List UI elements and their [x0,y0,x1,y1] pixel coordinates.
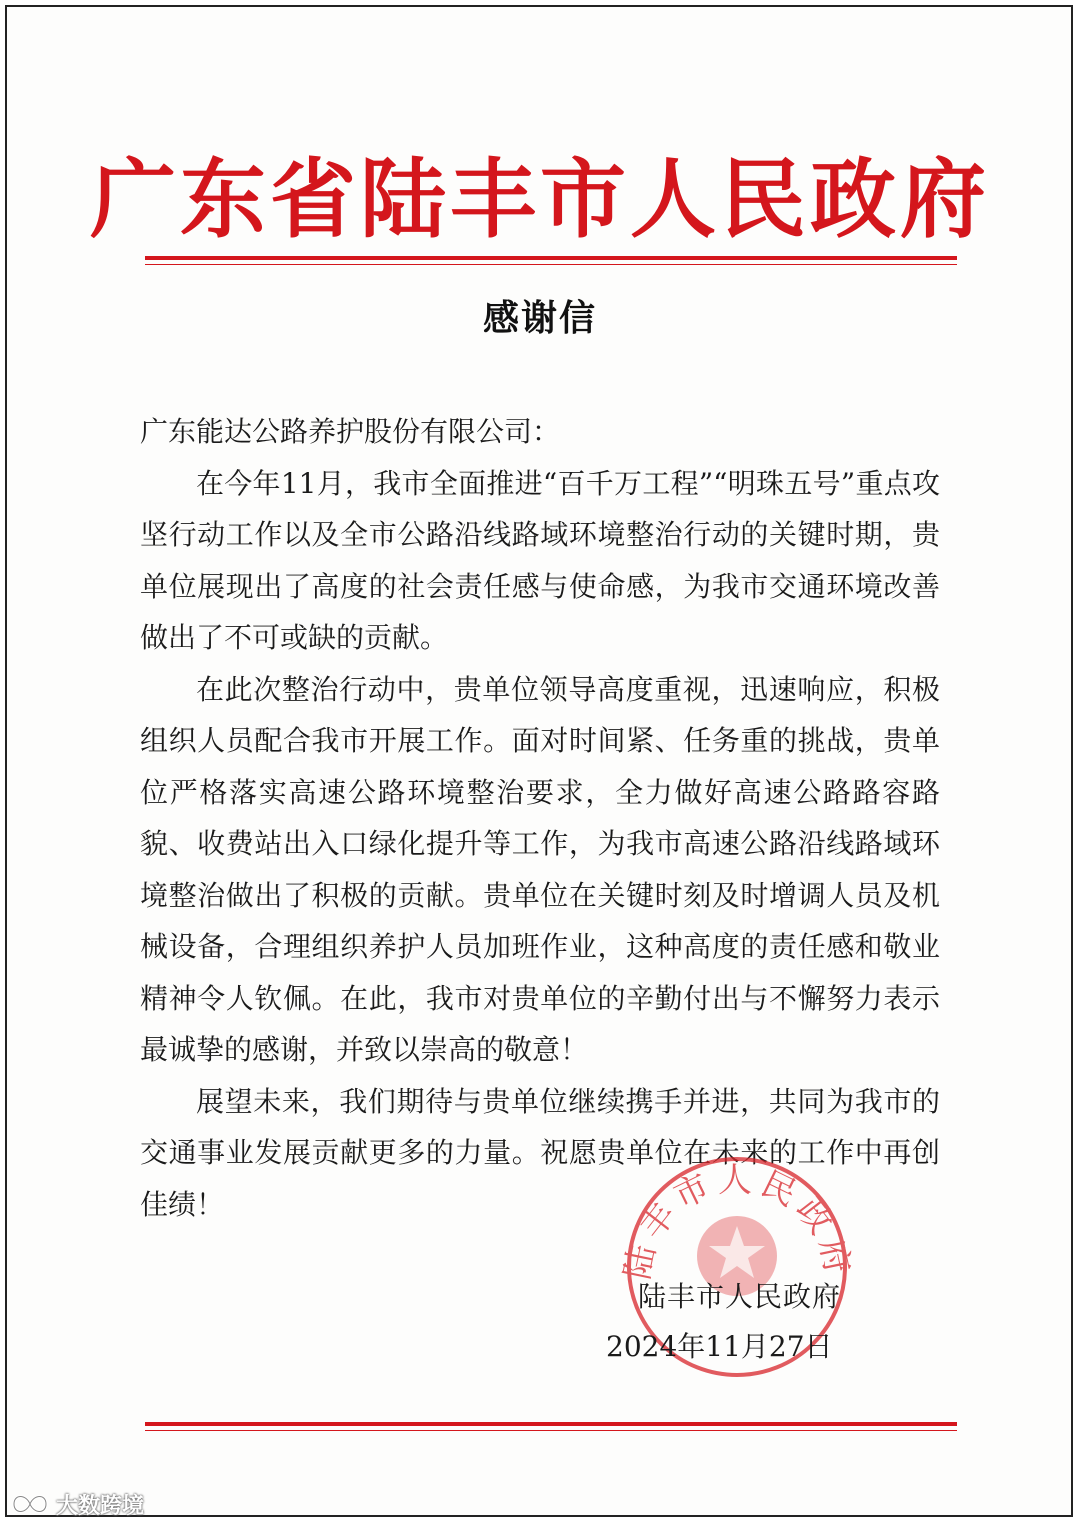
footer-rule-thin [145,1430,957,1431]
paragraph-2: 在此次整治行动中，贵单位领导高度重视，迅速响应，积极组织人员配合我市开展工作。面对时间紧、任务重的挑战，贵单位严格落实高速公路环境整治要求，全力做好高速公路路容路貌、收费站出入口绿化提升等工作，为我市高速公路沿线路域环境整治做出了积极的贡献。贵单位在关键时刻及时增调人员及机械设备，合理组织养护人员加班作业，这种高度的责任感和敬业精神令人钦佩。在此，我市对贵单位的辛勤付出与不懈努力表示最诚挚的感谢，并致以崇高的敬意！ [140,672,940,1066]
infinity-logo-icon [8,1490,52,1518]
letterhead-rule [145,256,957,260]
seal-text: 陆丰市人民政府 [617,1160,859,1283]
letterhead-title: 广东省陆丰市人民政府 [90,149,990,250]
paragraph-3: 展望未来，我们期待与贵单位继续携手并进，共同为我市的交通事业发展贡献更多的力量。祝愿贵单位在未来的工作中再创佳绩！ [140,1084,940,1221]
letter-title: 感谢信 [482,297,597,339]
signature-date: 2024年11月27日 [606,1330,833,1363]
watermark [8,1486,144,1522]
footer-rule [145,1422,957,1426]
paragraph-1: 在今年11月，我市全面推进“百千万工程”“明珠五号”重点攻坚行动工作以及全市公路沿线路域环境整治行动的关键时期，贵单位展现出了高度的社会责任感与使命感，为我市交通环境改善做出了不可或缺的贡献。 [140,466,940,654]
letterhead-rule-thin [145,264,957,265]
salutation: 广东能达公路养护股份有限公司： [140,415,561,448]
signature-organization: 陆丰市人民政府 [638,1280,842,1313]
watermark-text: 大数跨境 [56,1493,145,1519]
letter-body [140,406,940,1230]
